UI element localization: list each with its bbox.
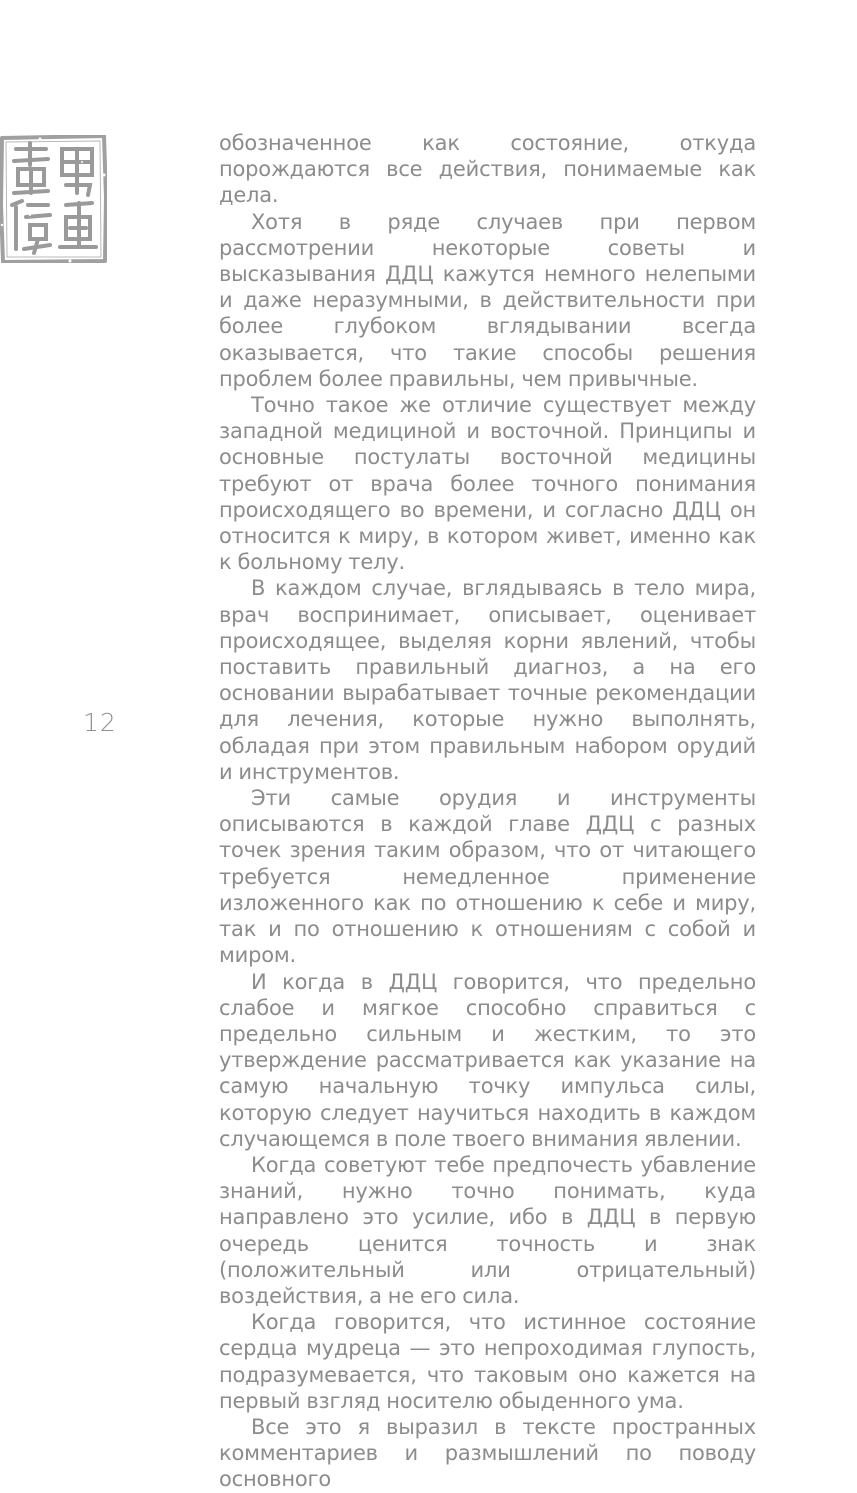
paragraph: В каждом случае, вглядываясь в тело мира, врач воспринимает, описывает, оценивает происходящее, выделяя корни явлений, чтобы поставить правильный диагноз, а на его основании вырабатывает точные рекомендации для лечения, которые нужно выполнять, обладая при этом правильным набором орудий и инструментов.: [219, 576, 756, 784]
paragraph: Все это я выразил в тексте пространных комментариев и размышлений по поводу основного: [219, 1414, 756, 1492]
chinese-seal-stamp-icon: [0, 135, 107, 263]
paragraph: Когда советуют тебе предпочесть убавление знаний, нужно точно понимать, куда направлено это усилие, ибо в ДДЦ в первую очередь ценится точность и знак (положительный или отрицательный) воздействия, а не его сила.: [219, 1152, 756, 1308]
paragraph: обозначенное как состояние, откуда порождаются все действия, понимаемые как дела.: [219, 131, 756, 208]
paragraph: Хотя в ряде случаев при первом рассмотрении некоторые советы и высказывания ДДЦ кажутся немного нелепыми и даже неразумными, в действительности при более глубоком вглядывании всегда оказывается, что такие способы решения проблем более правильны, чем привычные.: [219, 209, 756, 391]
paragraph: Точно такое же отличие существует между западной медициной и восточной. Принципы и основные постулаты восточной медицины требуют от врача более точного понимания происходящего во времени, и согласно ДДЦ он относится к миру, в котором живет, именно как к больному телу.: [219, 393, 756, 575]
paragraph: Эти самые орудия и инструменты описываются в каждой главе ДДЦ с разных точек зрения таким образом, что от читающего требуется немедленное применение изложенного как по отношению к себе и миру, так и по отношению к отношениям с собой и миром.: [219, 786, 756, 968]
page-number: 12: [83, 708, 117, 737]
paragraph: И когда в ДДЦ говорится, что предельно слабое и мягкое способно справиться с предельно сильным и жестким, то это утверждение рассматривается как указание на самую начальную точку импульса силы, которую следует научиться находить в каждом случающемся в поле твоего внимания явлении.: [219, 969, 756, 1151]
paragraph: Когда говорится, что истинное состояние сердца мудреца — это непроходимая глупость, подразумевается, что таковым оно кажется на первый взгляд носителю обыденного ума.: [219, 1310, 756, 1413]
body-text: [219, 130, 756, 1493]
